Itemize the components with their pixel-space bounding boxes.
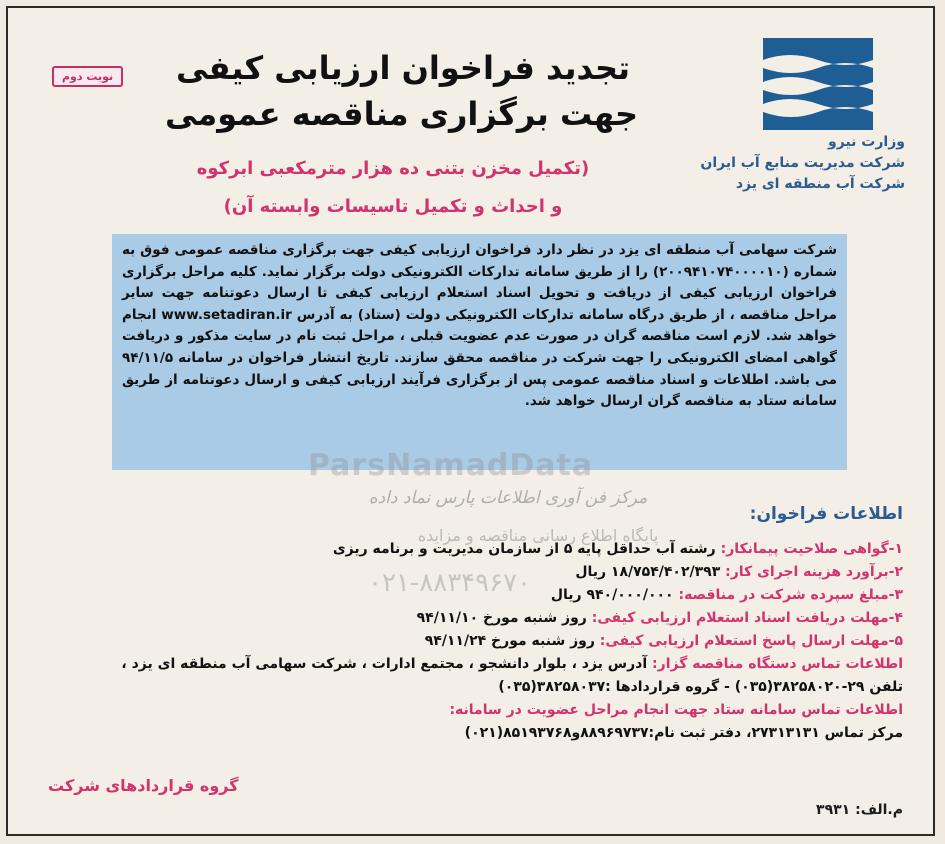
contact-phone-row xyxy=(23,676,903,699)
watermark-site: ParsNamadData xyxy=(308,448,594,483)
contact-row xyxy=(23,653,903,676)
info-value: روز شنبه مورخ ۹۴/۱۱/۱۰ xyxy=(416,610,592,626)
info-value: ۹۴۰/۰۰۰/۰۰۰ ریال xyxy=(550,587,679,603)
info-item-4 xyxy=(23,607,903,630)
contact-phone: تلفن ۲۹-۳۸۲۵۸۰۲۰(۰۳۵) - گروه قراردادها :۳۸۲۵۸۰۳۷(۰۳۵) xyxy=(498,679,903,695)
info-heading: اطلاعات فراخوان: xyxy=(749,504,903,524)
reference-number: م.الف: ۳۹۳۱ xyxy=(816,802,903,818)
water-wave-logo-icon xyxy=(763,38,873,130)
info-list xyxy=(23,538,903,745)
company-name-2: شرکت آب منطقه ای یزد xyxy=(735,176,905,192)
info-item-2 xyxy=(23,561,903,584)
info-label: ۵-مهلت ارسال پاسخ استعلام ارزیابی کیفی: xyxy=(599,633,903,649)
info-value: ۱۸/۷۵۴/۴۰۲/۳۹۳ ریال xyxy=(575,564,726,580)
setad-label: اطلاعات تماس سامانه ستاد جهت انجام مراحل عضویت در سامانه: xyxy=(449,702,903,718)
info-item-5 xyxy=(23,630,903,653)
info-value: رشته آب حداقل پایه ۵ از سازمان مدیریت و برنامه ریزی xyxy=(332,541,721,557)
info-item-1 xyxy=(23,538,903,561)
subtitle-line-2: و احداث و تکمیل تاسیسات وابسته آن) xyxy=(223,196,563,217)
title-line-2: جهت برگزاری مناقصه عمومی xyxy=(165,95,638,133)
setad-row xyxy=(23,699,903,722)
watermark-phone: ۰۲۱-۸۸۳۴۹۶۷۰ xyxy=(368,568,531,598)
watermark-line-1: مرکز فن آوری اطلاعات پارس نماد داده xyxy=(368,488,648,508)
info-label: ۲-برآورد هزینه اجرای کار: xyxy=(725,564,903,580)
setad-contact-row xyxy=(23,722,903,745)
info-label: ۴-مهلت دریافت اسناد استعلام ارزیابی کیفی: xyxy=(591,610,903,626)
info-label: ۳-مبلغ سپرده شرکت در مناقصه: xyxy=(678,587,903,603)
contact-label: اطلاعات تماس دستگاه مناقصه گزار: xyxy=(652,656,903,672)
announcement-paragraph: شرکت سهامی آب منطقه ای یزد در نظر دارد فراخوان ارزیابی کیفی جهت برگزاری مناقصه عمومی فوق به شماره (۲۰۰۹۴۱۰۷۴۰۰۰۰۱۰) را از طریق سامانه تدارکات الکترونیکی دولت برگزار نماید. کلیه مراحل برگزاری فراخوان ارزیابی کیفی از دریافت و تحویل اسناد استعلام ارزیابی کیفی تا ارسال دعوتنامه جهت سایر مراحل مناقصه ، از طریق درگاه سامانه تدارکات الکترونیکی دولت (ستاد) به آدرس www.setadiran.ir انجام خواهد شد. لازم است مناقصه گران در صورت عدم عضویت قبلی ، مراحل ثبت نام در سایت مذکور و دریافت گواهی امضای الکترونیکی را جهت شرکت در مناقصه محقق سازند. تاریخ انتشار فراخوان در سامانه ۹۴/۱۱/۵ می باشد. اطلاعات و اسناد مناقصه عمومی پس از برگزاری فرآیند ارزیابی کیفی و ارسال دعوتنامه از طریق سامانه ستاد به مناقصه گران ارسال خواهد شد. xyxy=(122,242,838,410)
info-item-3 xyxy=(23,584,903,607)
watermark-line-2: پایگاه اطلاع رسانی مناقصه و مزایده xyxy=(417,526,659,545)
title-line-1: تجدید فراخوان ارزیابی کیفی xyxy=(175,49,631,87)
notice-page xyxy=(6,6,935,836)
ministry-name: وزارت نیرو xyxy=(828,134,905,150)
company-name-1: شرکت مدیریت منابع آب ایران xyxy=(700,155,905,171)
subtitle-line-1: (تکمیل مخزن بتنی ده هزار مترمکعبی ابرکوه xyxy=(196,158,590,179)
info-value: روز شنبه مورخ ۹۴/۱۱/۲۴ xyxy=(424,633,600,649)
info-label: ۱-گواهی صلاحیت پیمانکار: xyxy=(720,541,903,557)
signature: گروه قراردادهای شرکت xyxy=(48,776,239,795)
setad-contact: مرکز تماس ۲۷۳۱۳۱۳۱، دفتر ثبت نام:۸۸۹۶۹۷۳۷و۸۵۱۹۳۷۶۸(۰۲۱) xyxy=(464,725,903,741)
organization-block xyxy=(655,132,905,195)
announcement-body xyxy=(112,234,847,470)
round-badge: نوبت دوم xyxy=(52,66,123,87)
contact-address: آدرس یزد ، بلوار دانشجو ، مجتمع ادارات ، شرکت سهامی آب منطقه ای یزد ، xyxy=(121,656,653,672)
